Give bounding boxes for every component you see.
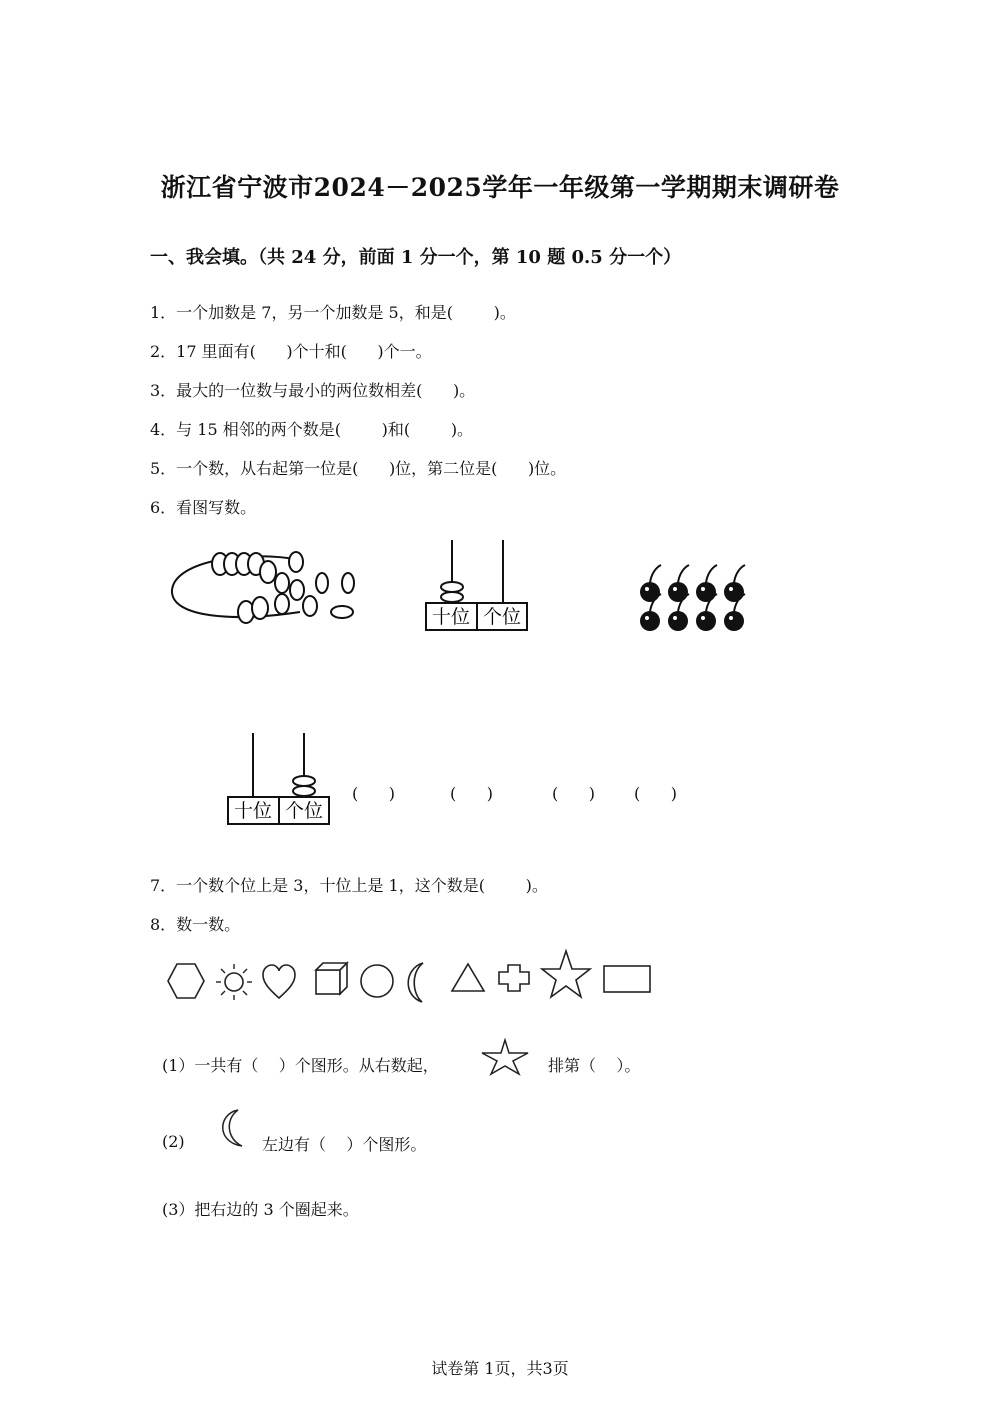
abacus-2-ones-label: 个位	[284, 800, 324, 822]
star-icon	[542, 951, 590, 997]
page-footer: 试卷第 1页，共3页	[431, 1359, 569, 1378]
question-1: 1．一个加数是 7，另一个加数是 5，和是( )。	[150, 303, 516, 322]
question-3: 3．最大的一位数与最小的两位数相差( )。	[150, 381, 476, 400]
hexagon-icon	[168, 964, 204, 998]
answer-blank-2[interactable]: ( )	[450, 784, 493, 803]
bead-group-picture	[172, 552, 354, 623]
answer-blank-3[interactable]: ( )	[552, 784, 595, 803]
q8-sub1-rank: 排第（ ）。	[548, 1056, 641, 1075]
cross-icon	[499, 965, 529, 991]
abacus-2-tens-label: 十位	[233, 800, 273, 822]
sun-icon	[216, 964, 252, 1000]
answer-blank-4[interactable]: ( )	[634, 784, 677, 803]
cube-icon	[316, 963, 347, 994]
moon-icon	[408, 963, 423, 1002]
rectangle-icon	[604, 966, 650, 992]
q8-sub1-text: (1）一共有（ ）个图形。从右数起，	[162, 1056, 439, 1075]
moon-icon	[210, 1108, 250, 1150]
question-7: 7．一个数个位上是 3，十位上是 1，这个数是( )。	[150, 876, 548, 895]
question-4: 4．与 15 相邻的两个数是( )和( )。	[150, 420, 474, 439]
q8-sub3-text: (3）把右边的 3 个圈起来。	[162, 1200, 359, 1219]
question-6: 6．看图写数。	[150, 498, 257, 517]
cherry-group	[640, 565, 745, 631]
heart-icon	[263, 965, 295, 998]
star-icon	[478, 1038, 534, 1078]
question-5: 5．一个数，从右起第一位是( )位，第二位是( )位。	[150, 459, 567, 478]
section-heading: 一、我会填。（共 24 分，前面 1 分一个，第 10 题 0.5 分一个）	[150, 247, 682, 268]
triangle-icon	[452, 964, 484, 991]
answer-blank-1[interactable]: ( )	[352, 784, 395, 803]
abacus-1-tens-label: 十位	[431, 606, 471, 628]
question-8: 8．数一数。	[150, 915, 241, 934]
abacus-1-ones-label: 个位	[482, 606, 522, 628]
circle-icon	[361, 965, 393, 997]
question-2: 2．17 里面有( )个十和( )个一。	[150, 342, 432, 361]
q8-sub2-text: 左边有（ ）个图形。	[262, 1135, 427, 1154]
shape-row	[0, 940, 1000, 1020]
q8-sub2-label: (2)	[162, 1132, 185, 1151]
page-title: 浙江省宁波市2024－2025学年一年级第一学期期末调研卷	[160, 173, 840, 202]
